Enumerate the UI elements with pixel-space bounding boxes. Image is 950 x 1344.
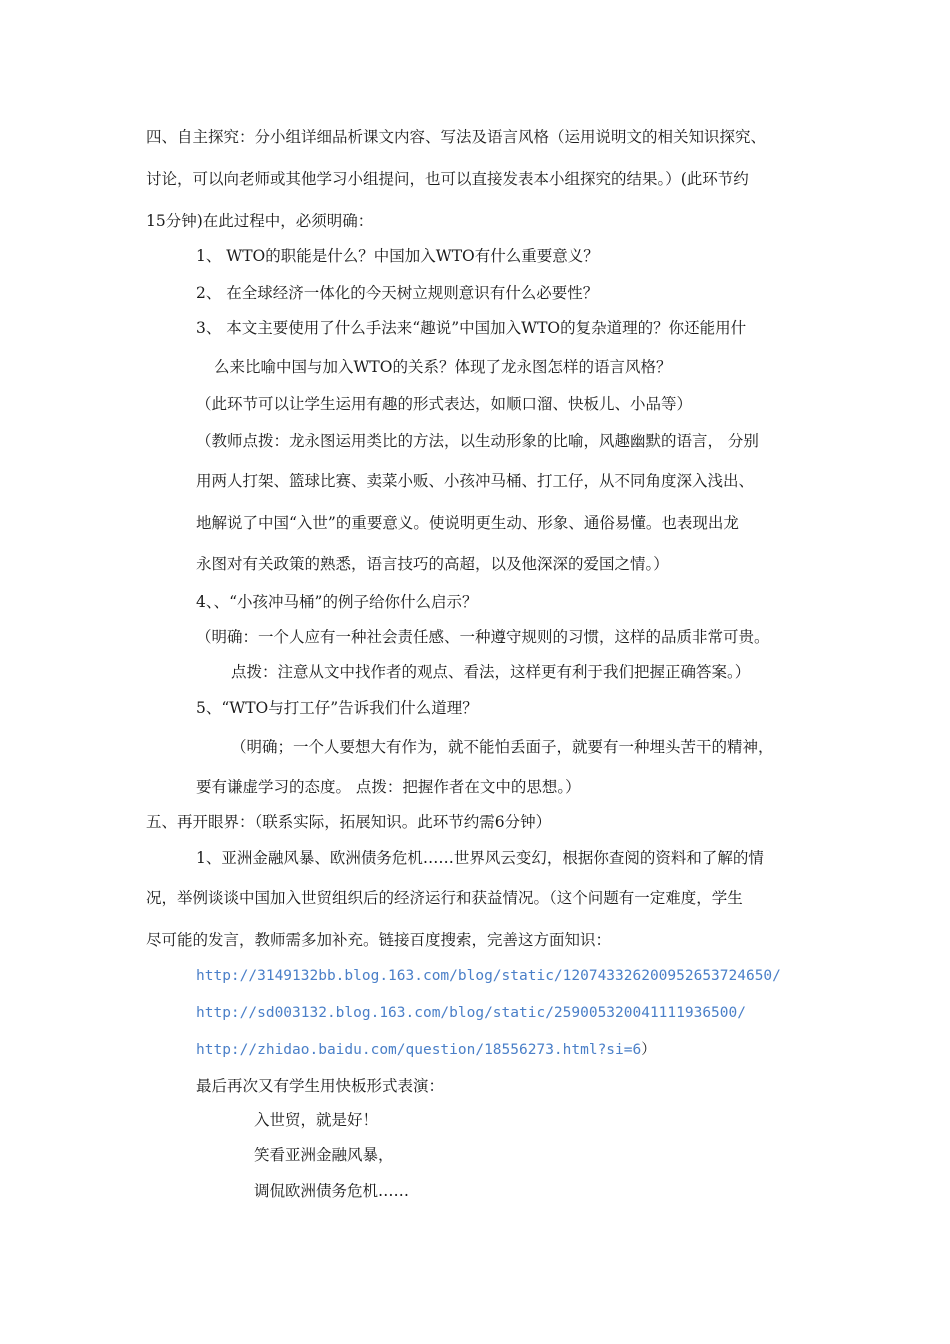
teacher-tip-line-1: （教师点拨：龙永图运用类比的方法，以生动形象的比喻，风趣幽默的语言， 分别: [196, 432, 759, 450]
link-3-anchor[interactable]: http://zhidao.baidu.com/question/18556273.html?si=6: [196, 1042, 642, 1058]
verse-line-1: 入世贸，就是好！: [254, 1111, 379, 1129]
performance-intro: 最后再次又有学生用快板形式表演：: [196, 1077, 445, 1095]
section5-heading: 五、再开眼界：（联系实际，拓展知识。此环节约需6分钟）: [146, 813, 552, 831]
question-4: 4、、“小孩冲马桶”的例子给你什么启示？: [196, 593, 478, 611]
section4-line-3: 15分钟)在此过程中，必须明确：: [146, 212, 374, 230]
question-2: 2、 在全球经济一体化的今天树立规则意识有什么必要性？: [196, 284, 599, 302]
teacher-tip-line-4: 永图对有关政策的熟悉，语言技巧的高超，以及他深深的爱国之情。）: [196, 555, 669, 573]
link-1-anchor[interactable]: http://3149132bb.blog.163.com/blog/static/12074332620095265372​4650/: [196, 968, 781, 984]
answer-4-line-1: （明确：一个人应有一种社会责任感、一种遵守规则的习惯，这样的品质非常可贵。: [196, 628, 770, 646]
link-1[interactable]: [196, 966, 781, 986]
section5-paragraph-line-2: 况，举例谈谈中国加入世贸组织后的经济运行和获益情况。（这个问题有一定难度，学生: [146, 889, 743, 907]
answer-5-line-2: 要有谦虚学习的态度。 点拨：把握作者在文中的思想。）: [196, 778, 581, 796]
question-3-line-2: 么来比喻中国与加入WTO的关系？体现了龙永图怎样的语言风格？: [214, 358, 672, 376]
question-1: 1、 WTO的职能是什么？中国加入WTO有什么重要意义？: [196, 247, 599, 265]
answer-4-line-2: 点拨：注意从文中找作者的观点、看法，这样更有利于我们把握正确答案。）: [231, 663, 751, 681]
verse-line-2: 笑看亚洲金融风暴，: [254, 1146, 394, 1164]
link-3-closing-paren: ）: [641, 1042, 656, 1058]
link-3[interactable]: [196, 1040, 656, 1060]
link-2[interactable]: [196, 1003, 746, 1023]
section5-paragraph-line-1: 1、亚洲金融风暴、欧洲债务危机……世界风云变幻，根据你查阅的资料和了解的情: [196, 849, 764, 867]
teacher-tip-line-3: 地解说了中国“入世”的重要意义。使说明更生动、形象、通俗易懂。也表现出龙: [196, 514, 739, 532]
question-5: 5、“WTO与打工仔”告诉我们什么道理？: [196, 699, 478, 717]
section5-paragraph-line-3: 尽可能的发言，教师需多加补充。链接百度搜索，完善这方面知识：: [146, 931, 612, 949]
activity-note: （此环节可以让学生运用有趣的形式表达，如顺口溜、快板儿、小品等）: [196, 395, 693, 413]
section4-line-2: 讨论，可以向老师或其他学习小组提问，也可以直接发表本小组探究的结果。）(此环节约: [146, 170, 749, 188]
answer-5-line-1: （明确；一个人要想大有作为，就不能怕丢面子，就要有一种埋头苦干的精神，: [231, 738, 774, 756]
section4-line-1: 四、自主探究：分小组详细品析课文内容、写法及语言风格（运用说明文的相关知识探究、: [146, 128, 767, 146]
verse-line-3: 调侃欧洲债务危机……: [254, 1182, 410, 1200]
question-3-line-1: 3、 本文主要使用了什么手法来“趣说”中国加入WTO的复杂道理的？你还能用什: [196, 319, 747, 337]
link-2-anchor[interactable]: http://sd003132.blog.163.com/blog/static/25900532004111193650​0/: [196, 1005, 746, 1021]
teacher-tip-line-2: 用两人打架、篮球比赛、卖菜小贩、小孩冲马桶、打工仔，从不同角度深入浅出、: [196, 472, 755, 490]
